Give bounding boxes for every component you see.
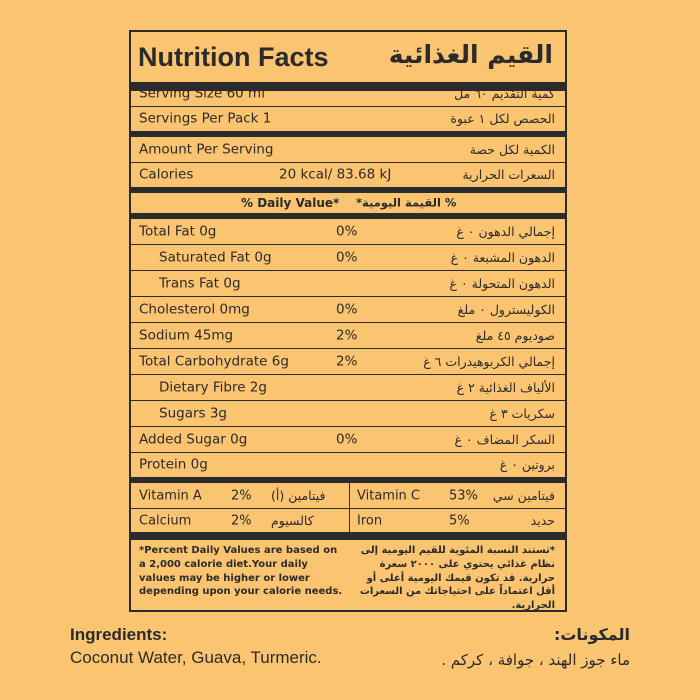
nutrient-pct: 2% — [336, 352, 358, 369]
nutrient-en: Dietary Fibre 2g — [159, 378, 267, 395]
calories-en: Calories — [139, 166, 194, 183]
ingredients-text-en: Coconut Water, Guava, Turmeric. — [70, 648, 322, 667]
vitamin-right-ar: فيتامين سي — [492, 487, 555, 503]
nutrition-facts-panel — [129, 30, 567, 612]
vitamin-left-ar: فيتامين (أ) — [271, 487, 326, 503]
ingredients-title-ar: المكونات: — [553, 625, 630, 644]
nutrient-en: Total Fat 0g — [139, 222, 217, 239]
vitamin-left-pct: 2% — [231, 513, 252, 528]
nutrient-pct: 0% — [336, 248, 358, 265]
calories-ar: السعرات الحرارية — [462, 166, 555, 182]
title-ar: القيم الغذائية — [388, 40, 553, 69]
amount-per-serving-row — [131, 137, 565, 163]
nutrient-row — [131, 297, 565, 323]
nutrient-row — [131, 219, 565, 245]
daily-value-header-ar: % القيمة اليومية* — [356, 195, 457, 210]
nutrient-pct: 0% — [336, 222, 358, 239]
vitamin-row — [131, 509, 565, 540]
daily-value-header-en: % Daily Value* — [241, 196, 340, 210]
nutrient-en: Saturated Fat 0g — [159, 248, 272, 265]
calories-row — [131, 163, 565, 193]
nutrient-row — [131, 245, 565, 271]
nutrient-row — [131, 349, 565, 375]
nutrient-ar: سكريات ٣ غ — [489, 405, 555, 421]
nutrient-pct: 2% — [336, 326, 358, 343]
nutrient-en: Protein 0g — [139, 456, 208, 473]
nutrient-ar: صوديوم ٤٥ ملغ — [475, 327, 555, 343]
nutrient-ar: الدهون المشبعة ٠ غ — [450, 249, 555, 265]
nutrient-en: Total Carbohydrate 6g — [139, 352, 289, 369]
servings-per-pack-row — [131, 107, 565, 137]
nutrient-row — [131, 375, 565, 401]
nutrient-ar: الدهون المتحولة ٠ غ — [449, 275, 555, 291]
nutrient-row — [131, 453, 565, 483]
footnote-en: *Percent Daily Values are based on a 2,000 calorie diet.Your daily values may be higher or lower depending upon your calorie needs. — [139, 545, 343, 598]
serving-size-en: Serving Size 60 ml — [139, 85, 265, 102]
nutrient-ar: إجمالي الكربوهيدرات ٦ غ — [423, 353, 555, 369]
column-divider — [349, 509, 350, 532]
servings-per-pack-en: Servings Per Pack 1 — [139, 110, 272, 127]
vitamin-row — [131, 483, 565, 509]
nutrient-pct: 0% — [336, 300, 358, 317]
vitamin-right-ar: حديد — [530, 512, 555, 528]
nutrient-row — [131, 323, 565, 349]
nutrient-en: Sugars 3g — [159, 404, 228, 421]
vitamin-right-pct: 53% — [449, 488, 478, 503]
title-en: Nutrition Facts — [138, 42, 329, 72]
ingredients-title-en: Ingredients: — [70, 625, 168, 644]
nutrient-en: Trans Fat 0g — [159, 274, 241, 291]
nutrient-en: Cholesterol 0mg — [139, 300, 250, 317]
serving-size-row — [131, 82, 565, 107]
nutrient-en: Sodium 45mg — [139, 326, 234, 343]
nutrient-ar: بروتين ٠ غ — [499, 456, 555, 472]
serving-size-ar: كمية التقديم ٦٠ مل — [454, 85, 555, 101]
nutrient-en: Added Sugar 0g — [139, 430, 248, 447]
nutrient-row — [131, 427, 565, 453]
vitamin-right-en: Iron — [357, 513, 383, 528]
daily-value-header-row — [131, 193, 565, 219]
nutrient-row — [131, 271, 565, 297]
vitamin-right-en: Vitamin C — [357, 488, 421, 503]
vitamin-left-en: Calcium — [139, 513, 192, 528]
nutrient-ar: الكوليسترول ٠ ملغ — [457, 301, 555, 317]
nutrient-pct: 0% — [336, 430, 358, 447]
calories-value: 20 kcal/ 83.68 kJ — [279, 166, 392, 183]
vitamin-left-ar: كالسيوم — [271, 512, 314, 528]
nutrient-ar: السكر المضاف ٠ غ — [454, 431, 555, 447]
servings-per-pack-ar: الحصص لكل ١ عبوة — [450, 110, 555, 126]
footnote-ar: *تستند النسبة المئوية للقيم اليومية إلى نظام غذائي يحتوي على ٢٠٠٠ سعرة حرارية. قد تكون قيمك اليومية أعلى أو أقل اعتماداً على احتياجاتك من السعرات الحرارية. — [359, 545, 555, 612]
nutrient-ar: الألياف الغذائية ٢ غ — [456, 379, 555, 395]
amount-per-serving-en: Amount Per Serving — [139, 140, 274, 157]
column-divider — [349, 483, 350, 508]
vitamin-left-en: Vitamin A — [139, 488, 202, 503]
nutrient-ar: إجمالي الدهون ٠ غ — [456, 223, 555, 239]
ingredients-text-ar: ماء جوز الهند ، جوافة ، كركم . — [441, 651, 630, 669]
nutrient-row — [131, 401, 565, 427]
amount-per-serving-ar: الكمية لكل حصة — [469, 141, 555, 157]
vitamin-left-pct: 2% — [231, 488, 252, 503]
vitamin-right-pct: 5% — [449, 513, 470, 528]
